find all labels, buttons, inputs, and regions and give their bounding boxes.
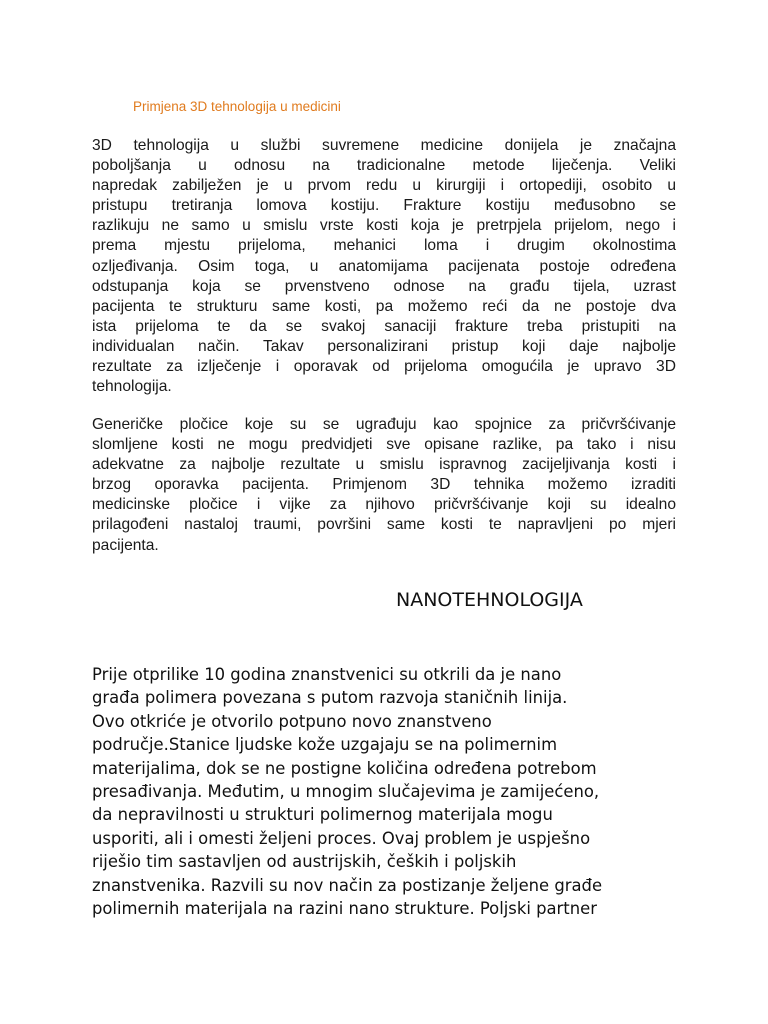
document-subtitle: Primjena 3D tehnologija u medicini — [133, 99, 341, 114]
paragraph-line: pacijenta. — [92, 536, 159, 554]
paragraph-line: poboljšanja u odnosu na tradicionalne metode liječenja. Veliki — [92, 157, 676, 175]
paragraph-line: prema mjestu prijeloma, mehanici loma i drugim okolnostima — [92, 237, 676, 255]
paragraph-line: Prije otprilike 10 godina znanstvenici su otkrili da je nano — [92, 665, 562, 684]
section-heading: NANOTEHNOLOGIJA — [396, 589, 583, 611]
paragraph-line: prilagođeni nastaloj traumi, površini same kosti te napravljeni po mjeri — [92, 516, 676, 534]
paragraph-line: rezultate za izlječenje i oporavak od prijeloma omogućila je upravo 3D — [92, 358, 676, 376]
paragraph-line: područje.Stanice ljudske kože uzgajaju se na polimernim — [92, 735, 558, 755]
paragraph-line: Ovo otkriće je otvorilo potpuno novo znanstveno — [92, 711, 492, 731]
paragraph-line: usporiti, ali i omesti željeni proces. Ovaj problem je uspješno — [92, 828, 591, 848]
paragraph-line: materijalima, dok se ne postigne količina određena potrebom — [92, 758, 597, 778]
paragraph-line: ista prijeloma te da se svakoj sanaciji frakture treba pristupiti na — [92, 317, 676, 335]
paragraph-line: slomljene kosti ne mogu predvidjeti sve opisane razlike, pa tako i nisu — [92, 436, 676, 454]
paragraph-line: znanstvenika. Razvili su nov način za postizanje željene građe — [92, 875, 603, 895]
paragraph-line: brzog oporavka pacijenta. Primjenom 3D tehnika možemo izraditi — [92, 476, 676, 494]
paragraph-line: presađivanja. Međutim, u mnogim slučajevima je zamijećeno, — [92, 782, 600, 802]
paragraph-line: adekvatne za najbolje rezultate u smislu ispravnog zacijeljivanja kosti i — [92, 456, 676, 474]
paragraph-line: razlikuju ne samo u smislu vrste kosti koja je pretrpjela prijelom, nego i — [92, 217, 676, 235]
paragraph-line: 3D tehnologija u službi suvremene medicine donijela je značajna — [92, 137, 676, 154]
paragraph-line: polimernih materijala na razini nano strukture. Poljski partner — [92, 899, 597, 919]
paragraph-line: da nepravilnosti u strukturi polimernog materijala mogu — [92, 805, 553, 825]
paragraph-line: medicinske pločice i vijke za njihovo pričvršćivanje koji su idealno — [92, 496, 676, 514]
paragraph-line: ozljeđivanja. Osim toga, u anatomijama pacijenata postoje određena — [92, 257, 676, 275]
paragraph-line: odstupanja koja se prvenstveno odnose na građu tijela, uzrast — [92, 277, 676, 295]
paragraph-line: građa polimera povezana s putom razvoja staničnih linija. — [92, 688, 568, 708]
paragraph-line: tehnologija. — [92, 378, 172, 396]
paragraph-line: Generičke pločice koje su se ugrađuju kao spojnice za pričvršćivanje — [92, 416, 676, 433]
paragraph-nanotechnology — [92, 663, 682, 920]
paragraph-line: pacijenta te strukturu same kosti, pa možemo reći da ne postoje dva — [92, 297, 676, 315]
paragraph-line: individualan način. Takav personalizirani pristup koji daje najbolje — [92, 337, 676, 355]
paragraph-generic-plates — [92, 415, 676, 556]
paragraph-line: pristupu tretiranja lomova kostiju. Frakture kostiju međusobno se — [92, 197, 676, 215]
paragraph-3d-medicine — [92, 136, 676, 397]
paragraph-line: napredak zabilježen je u prvom redu u kirurgiji i ortopediji, osobito u — [92, 177, 676, 195]
paragraph-line: riješio tim sastavljen od austrijskih, čeških i poljskih — [92, 852, 517, 872]
